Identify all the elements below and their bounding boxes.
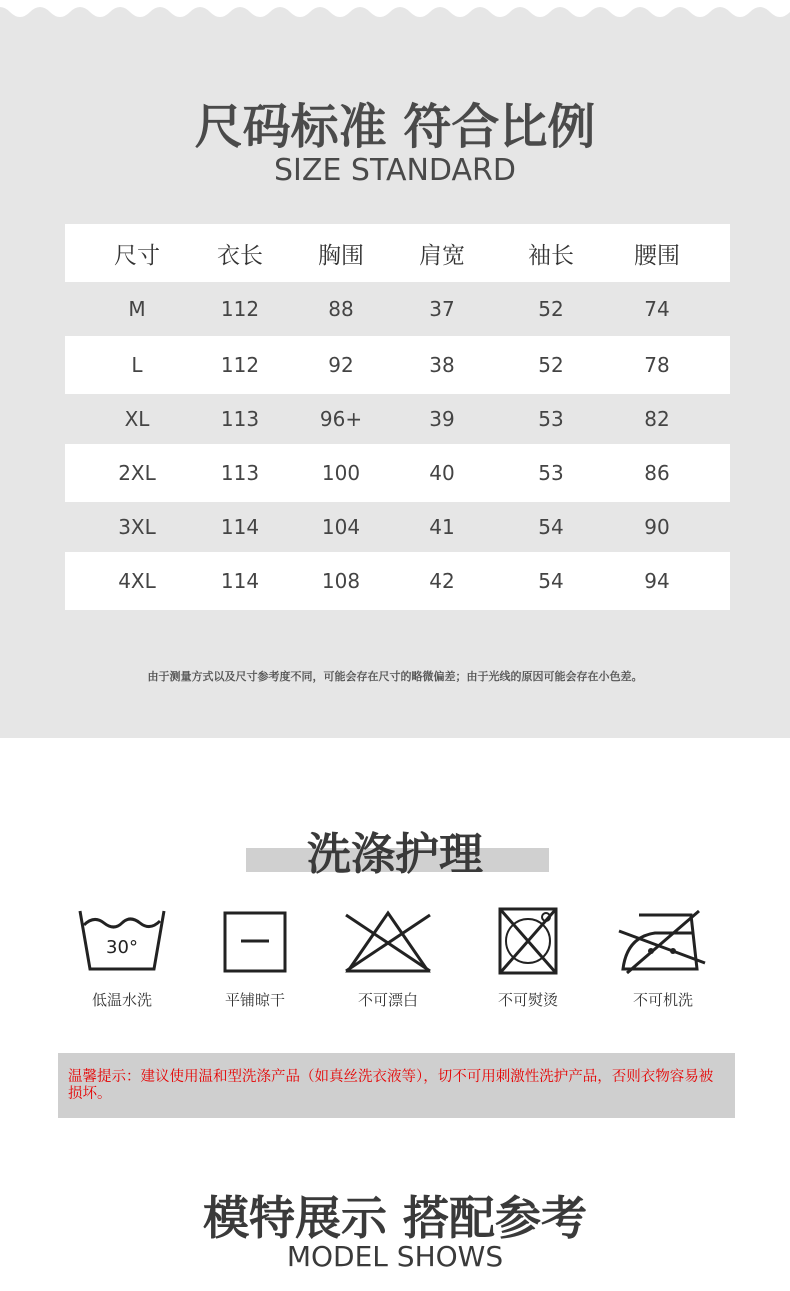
table-row: [65, 552, 730, 610]
table-cell: 37: [429, 297, 455, 321]
table-cell: 113: [220, 407, 260, 431]
no-tumble-dry-icon: [482, 905, 574, 975]
table-cell: 2XL: [118, 461, 156, 485]
care-item-no-iron: [598, 905, 728, 1010]
care-label-wash: 低温水洗: [91, 991, 152, 1009]
table-cell: 54: [538, 569, 564, 593]
table-cell: 86: [644, 461, 670, 485]
care-item-no-bleach: [323, 905, 453, 1010]
header-waist: 腰围: [634, 242, 680, 269]
header-size: 尺寸: [114, 242, 160, 269]
wash-temp-label: 30°: [106, 937, 138, 958]
table-cell: 112: [220, 297, 260, 321]
table-cell: 52: [538, 353, 564, 377]
table-cell: 39: [429, 407, 455, 431]
table-cell: 96+: [319, 407, 363, 431]
table-cell: 74: [644, 297, 670, 321]
table-cell: 78: [644, 353, 670, 377]
care-item-wash: [57, 905, 187, 1010]
table-cell: 113: [220, 461, 260, 485]
table-row: [65, 282, 730, 336]
table-cell: 38: [429, 353, 455, 377]
care-item-no-tumble-dry: [463, 905, 593, 1010]
table-cell: 108: [321, 569, 361, 593]
table-cell: 42: [429, 569, 455, 593]
table-cell: 104: [321, 515, 361, 539]
table-cell: 88: [328, 297, 354, 321]
care-label-no-tumble-dry: 不可熨烫: [497, 991, 558, 1009]
size-title: 尺码标准 符合比例: [194, 99, 596, 155]
care-label-no-iron: 不可机洗: [632, 991, 693, 1009]
table-cell: 90: [644, 515, 670, 539]
table-cell: 82: [644, 407, 670, 431]
table-cell: 3XL: [118, 515, 156, 539]
table-cell: 40: [429, 461, 455, 485]
table-row: [65, 502, 730, 552]
table-cell: 112: [220, 353, 260, 377]
header-length: 衣长: [217, 242, 263, 269]
size-disclaimer: 由于测量方式以及尺寸参考度不同，可能会存在尺寸的略微偏差；由于光线的原因可能会存在小色差。: [147, 670, 643, 683]
care-label-dry-flat: 平铺晾干: [224, 991, 285, 1009]
table-row: [65, 336, 730, 394]
table-cell: 92: [328, 353, 354, 377]
table-cell: 94: [644, 569, 670, 593]
table-cell: 54: [538, 515, 564, 539]
care-tip: 温馨提示：建议使用温和型洗涤产品（如真丝洗衣液等），切不可用刺激性洗护产品，否则衣物容易被损坏。: [58, 1053, 735, 1118]
dry-flat-icon: [209, 905, 301, 975]
table-cell: 114: [220, 515, 260, 539]
size-table: [65, 224, 730, 610]
wash-30-icon: [76, 905, 168, 975]
model-subtitle: MODEL SHOWS: [286, 1240, 504, 1273]
care-title: 洗涤护理: [307, 829, 483, 880]
care-label-no-bleach: 不可漂白: [357, 991, 418, 1009]
table-cell: L: [131, 353, 143, 377]
wavy-edge-decoration: [0, 0, 790, 30]
table-cell: 52: [538, 297, 564, 321]
size-subtitle: SIZE STANDARD: [274, 153, 516, 188]
header-shoulder: 肩宽: [419, 242, 465, 269]
size-table-header: [65, 224, 730, 282]
table-cell: 53: [538, 461, 564, 485]
table-cell: 41: [429, 515, 455, 539]
table-row: [65, 394, 730, 444]
no-iron-icon: [617, 905, 709, 975]
table-cell: M: [128, 297, 146, 321]
table-cell: XL: [124, 407, 150, 431]
table-cell: 53: [538, 407, 564, 431]
header-chest: 胸围: [318, 242, 364, 269]
care-item-dry-flat: [190, 905, 320, 1010]
header-sleeve: 袖长: [528, 242, 574, 269]
no-bleach-icon: [342, 905, 434, 975]
table-cell: 100: [321, 461, 361, 485]
model-title: 模特展示 搭配参考: [202, 1191, 587, 1245]
table-cell: 4XL: [118, 569, 156, 593]
table-row: [65, 444, 730, 502]
table-cell: 114: [220, 569, 260, 593]
